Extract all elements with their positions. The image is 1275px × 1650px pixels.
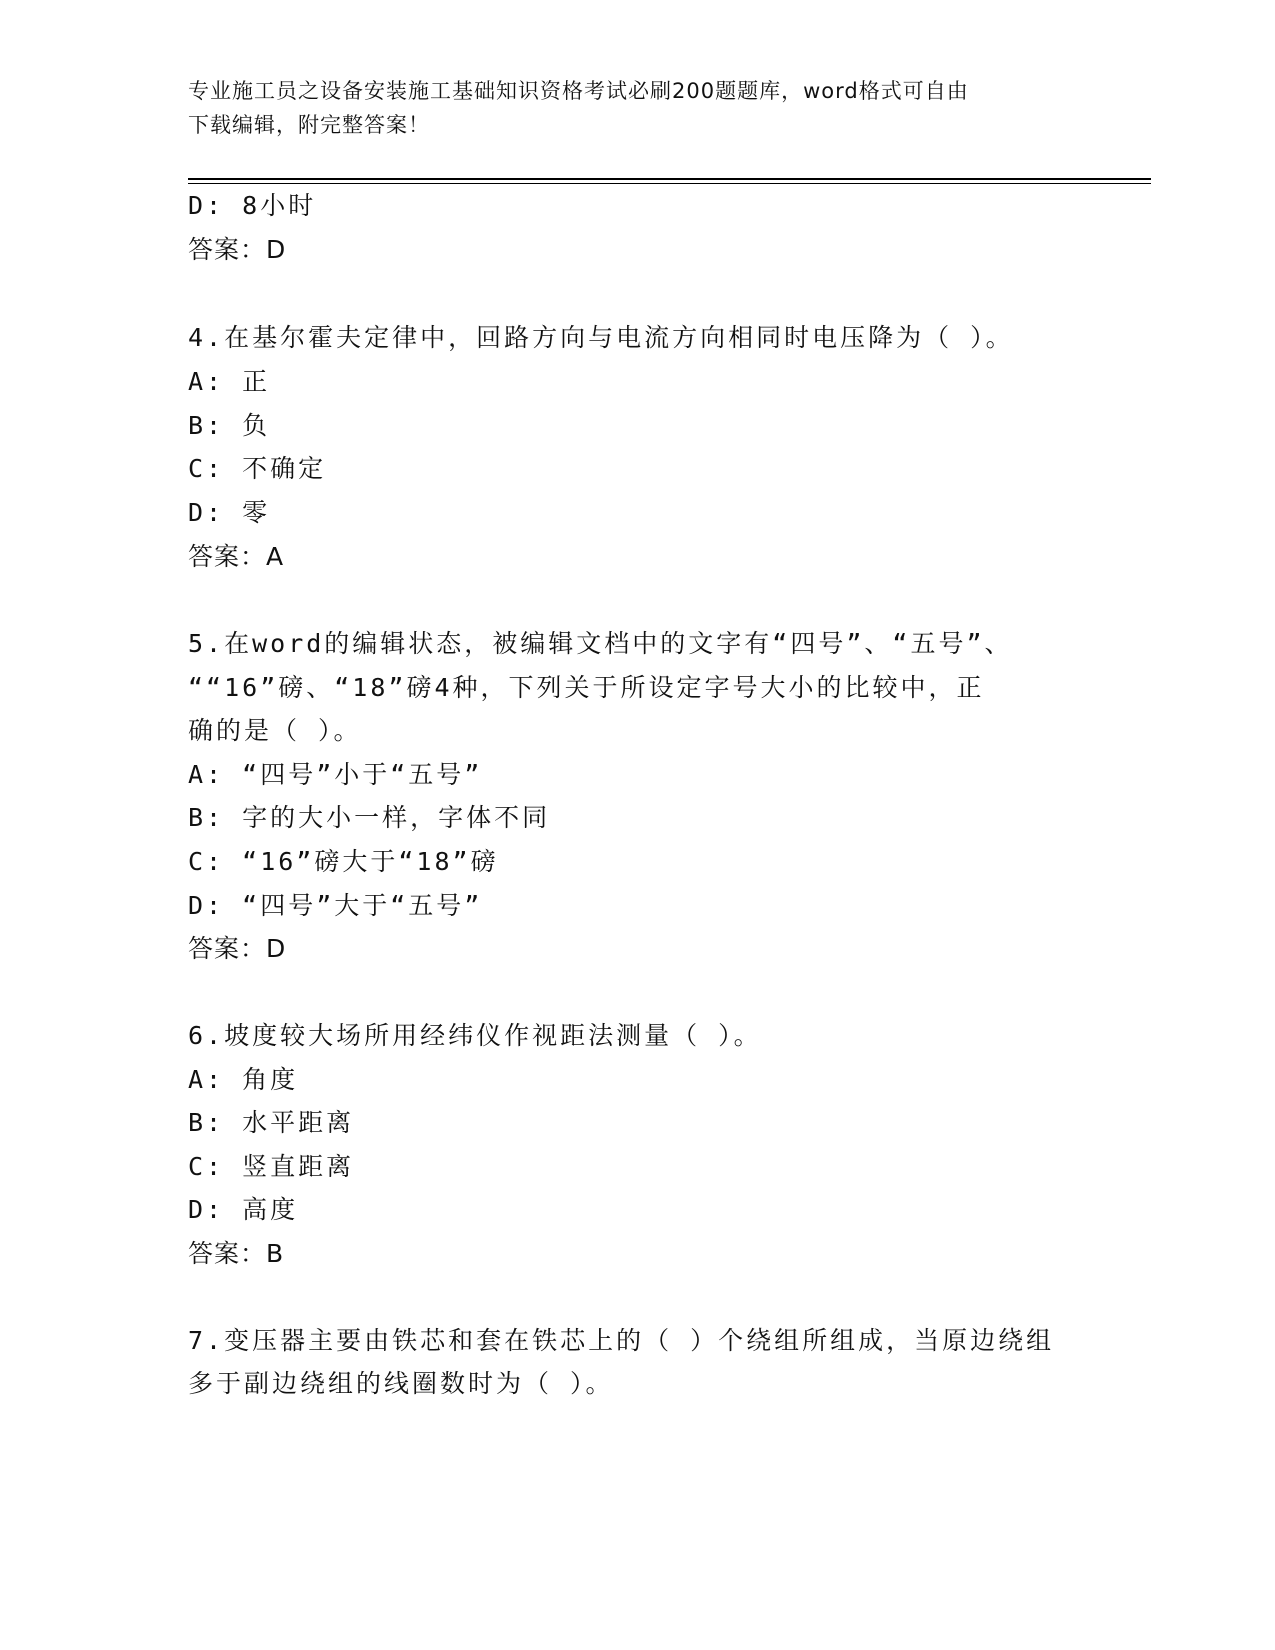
header-rule-thin <box>188 183 1151 184</box>
q4-option-a: A: 正 <box>188 367 271 396</box>
q5-option-d: D: “四号”大于“五号” <box>188 891 483 920</box>
q4-option-c: C: 不确定 <box>188 454 327 483</box>
q4-question: 4.在基尔霍夫定律中，回路方向与电流方向相同时电压降为（ ）。 <box>188 323 1014 352</box>
header-line-2: 下载编辑，附完整答案！ <box>188 113 430 137</box>
q5-option-a: A: “四号”小于“五号” <box>188 760 483 789</box>
q6-answer: 答案：B <box>188 1239 285 1268</box>
q5-question-line-3: 确的是（ ）。 <box>188 716 362 745</box>
q5-answer: 答案：D <box>188 934 287 963</box>
q4-option-d: D: 零 <box>188 498 271 527</box>
q4-option-b: B: 负 <box>188 411 271 440</box>
q5-question-line-1: 5.在word的编辑状态，被编辑文档中的文字有“四号”、“五号”、 <box>188 629 1013 658</box>
q3-option-d: D: 8小时 <box>188 191 317 220</box>
q6-option-c: C: 竖直距离 <box>188 1152 355 1181</box>
q6-option-d: D: 高度 <box>188 1195 299 1224</box>
q7-question-line-2: 多于副边绕组的线圈数时为（ ）。 <box>188 1369 614 1398</box>
q7-question-line-1: 7.变压器主要由铁芯和套在铁芯上的（ ）个绕组所组成，当原边绕组 <box>188 1326 1055 1355</box>
q5-question-line-2: ““16”磅、“18”磅4种，下列关于所设定字号大小的比较中，正 <box>188 673 985 702</box>
q6-option-a: A: 角度 <box>188 1065 299 1094</box>
document-header <box>188 74 1088 142</box>
q4-answer: 答案：A <box>188 542 285 571</box>
q5-option-b: B: 字的大小一样，字体不同 <box>188 803 551 832</box>
header-rule-thick <box>188 178 1151 180</box>
q6-option-b: B: 水平距离 <box>188 1108 355 1137</box>
q6-question: 6.坡度较大场所用经纬仪作视距法测量（ ）。 <box>188 1021 762 1050</box>
header-line-1: 专业施工员之设备安装施工基础知识资格考试必刷200题题库，word格式可自由 <box>188 79 969 103</box>
q3-answer: 答案：D <box>188 235 287 264</box>
q5-option-c: C: “16”磅大于“18”磅 <box>188 847 499 876</box>
